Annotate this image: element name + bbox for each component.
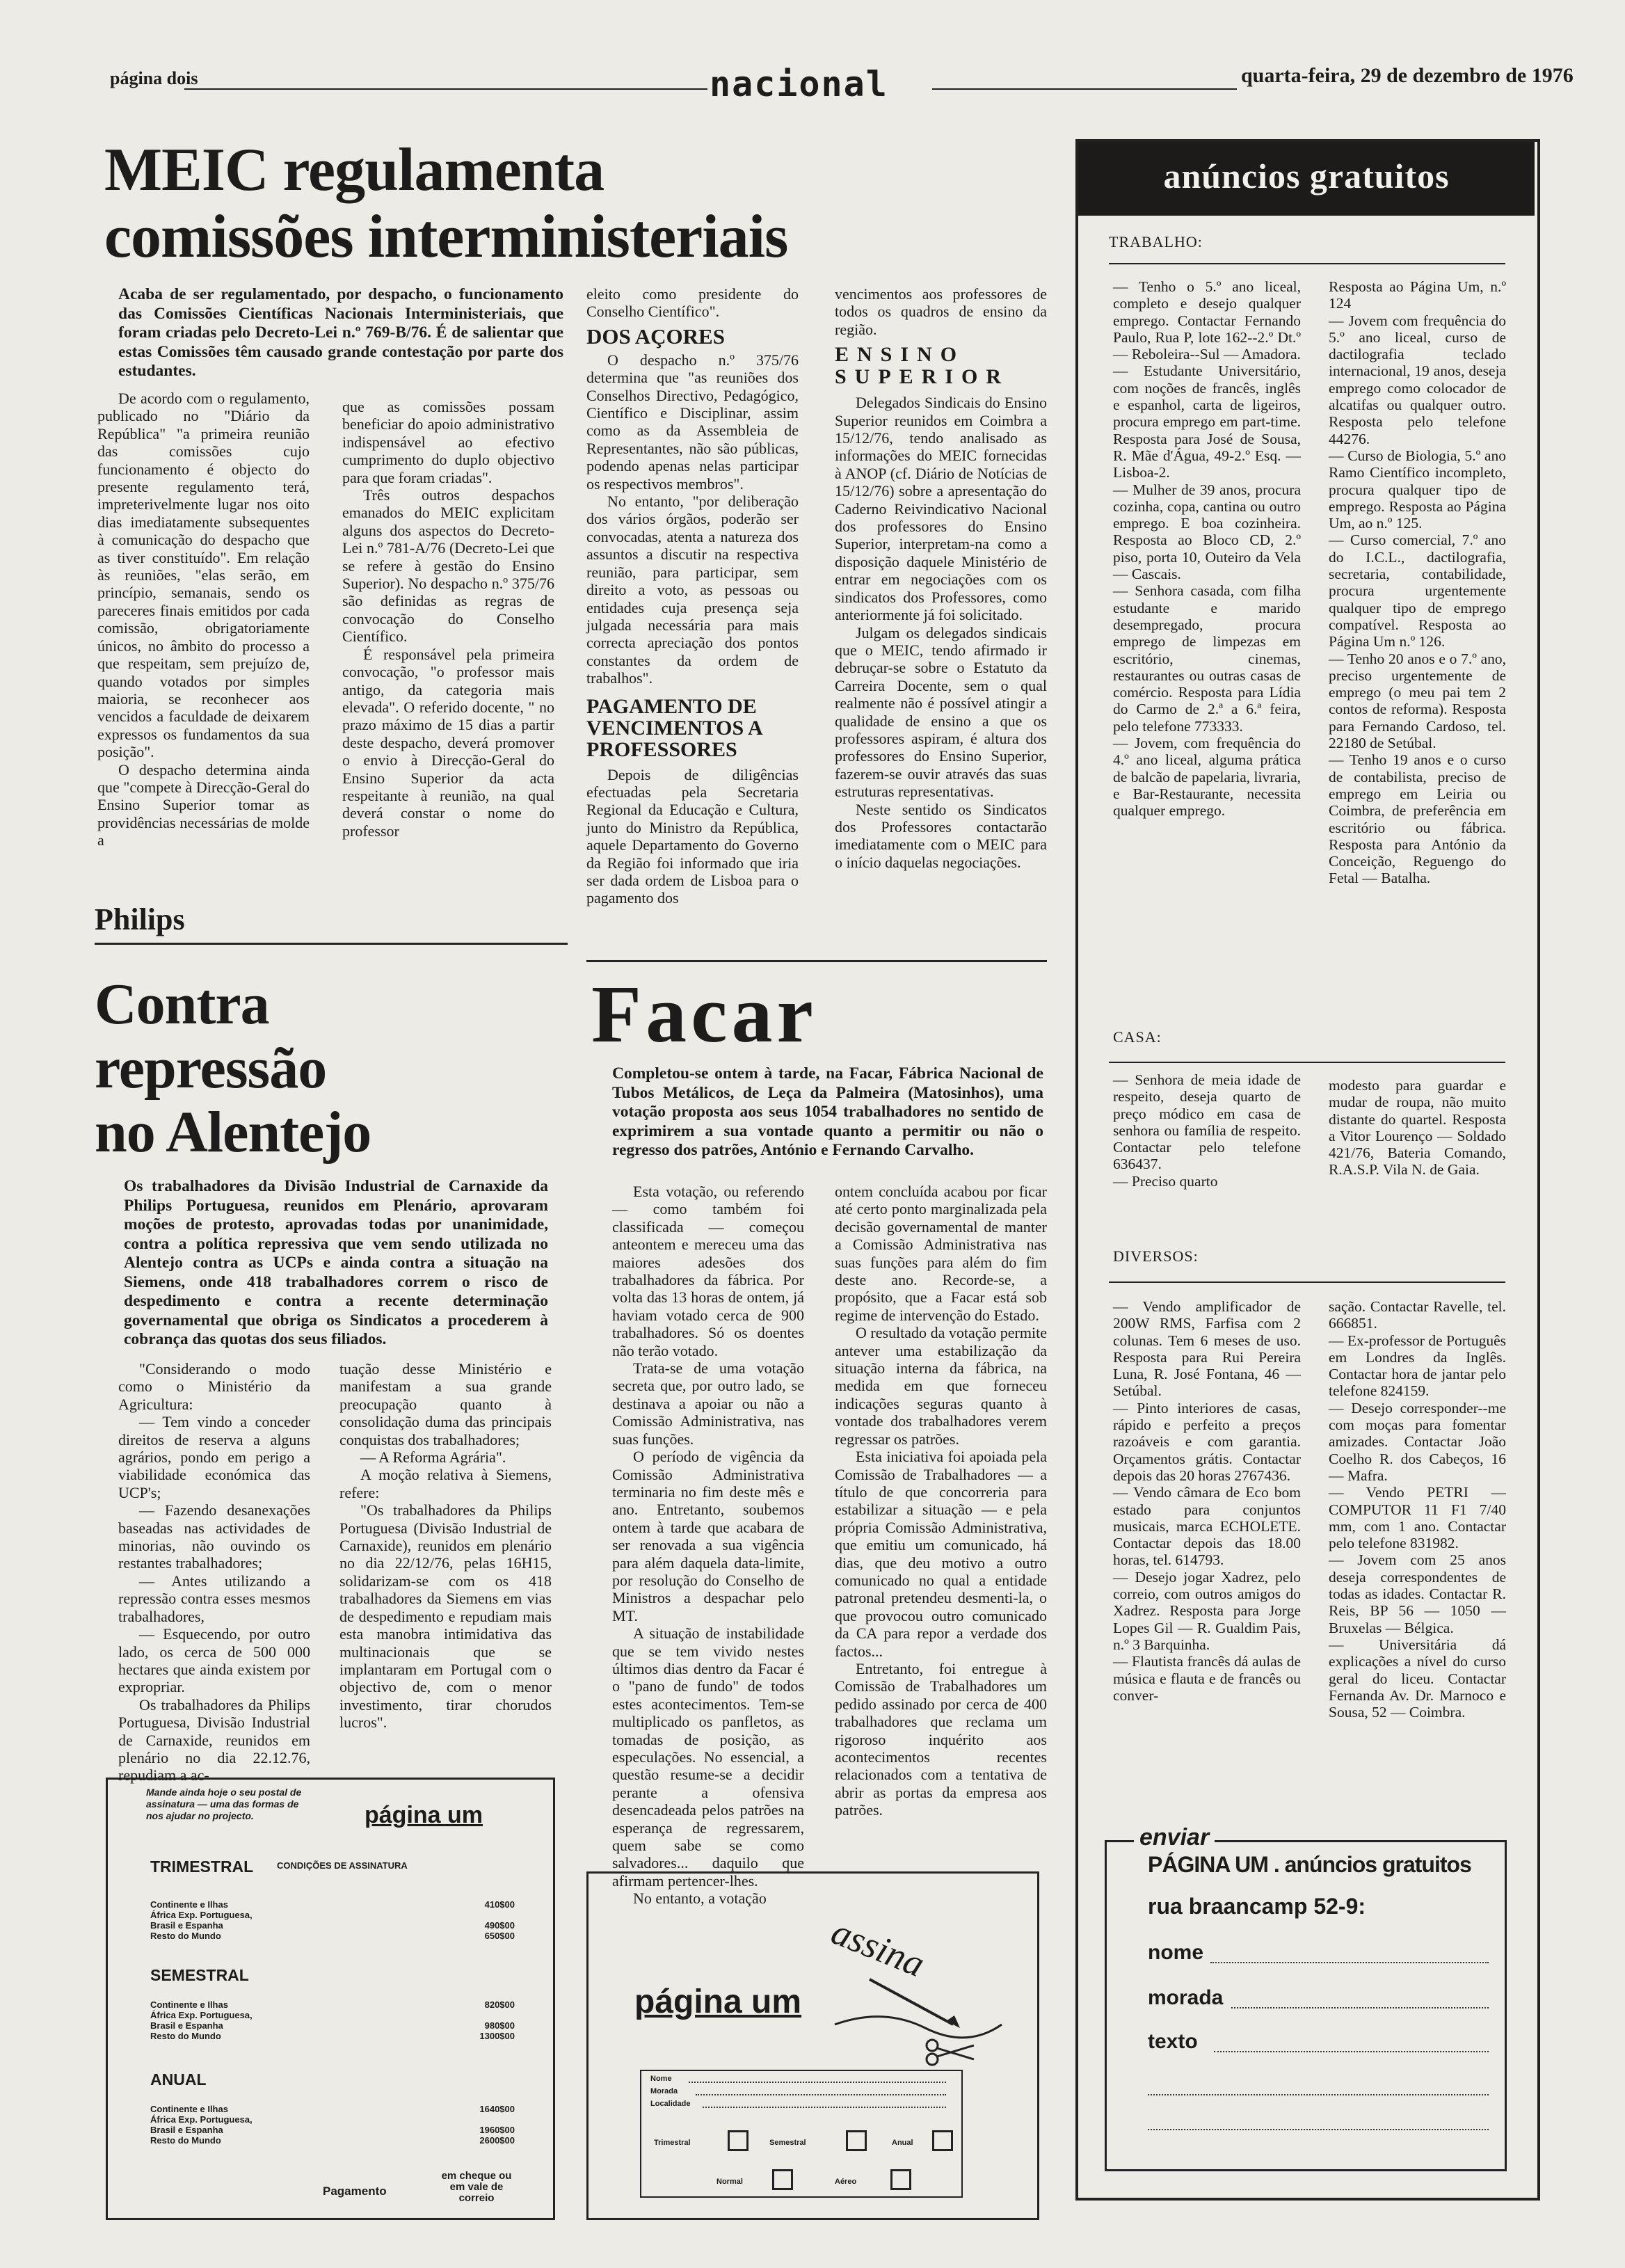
meic-col4a-text: vencimentos aos professores de todos os quadros de ensino da região.: [835, 285, 1047, 338]
coupon-normal-label: Normal: [717, 2178, 743, 2186]
meic-col2b-text: Três outros despachos emanados do MEIC explicitam alguns dos aspectos do Decreto-Lei n.º 781-A/76 (Decreto-Lei que se refere à gestão do Ensino Superior). No despacho n.º 375/76 são definidas as regras de convocação do Conselho Científico.: [342, 486, 554, 646]
div-ad-11: — Universitária dá explicações a nível do curso geral do liceu. Contactar Fernanda Av. Dr. Marnoco e Sousa, 52 — Coimbra.: [1329, 1636, 1506, 1721]
meic-col-3: [586, 285, 799, 907]
section-trabalho: TRABALHO:: [1109, 233, 1203, 250]
subhead-dos-acores: DOS AÇORES: [586, 324, 725, 349]
anu-dest-2: África Exp. Portuguesa,: [150, 2114, 253, 2125]
philips-headline-1: Contra: [95, 972, 269, 1037]
coupon-aereo-label: Aéreo: [835, 2178, 857, 2186]
tri-dest-1: Continente e Ilhas: [150, 1899, 228, 1910]
form-address: rua braancamp 52-9:: [1148, 1894, 1366, 1919]
div-ad-9: — Vendo PETRI — COMPUTOR 11 F1 7/40 mm, com 1 ano. Contactar pelo telefone 831982.: [1329, 1484, 1506, 1552]
facar-col1d: A situação de instabilidade que se tem vivido nestes últimos dias dentro da Facar é o "pano de fundo" de todos estes acontecimentos. Tem-se multiplicado os panfletos, as tomadas de posição, as especulações. No essencial, a questão resume-se a decidir perante a ofensiva desencadeada pelos patrões na esperança de regressarem, quem sabe se como salvadores... daquilo que afirmam pertencer-lhes.: [612, 1624, 804, 1890]
meic-headline-1: MEIC regulamenta: [104, 136, 605, 204]
diversos-rule: [1109, 1281, 1505, 1283]
subscription-logo: página um: [365, 1802, 483, 1828]
casa-ad-2: — Preciso quarto: [1113, 1172, 1218, 1190]
meic-col4d-text: Neste sentido os Sindicatos dos Professores contactarão imediatamente com o MEIC para o início daquelas negociações.: [835, 800, 1047, 871]
subhead-pagamento: PAGAMENTO DE VENCIMENTOS A PROFESSORES: [586, 694, 762, 761]
facar-col2d: Entretanto, foi entregue à Comissão de Trabalhadores um pedido assinado por cerca de 400 trabalhadores que reclama um rigoroso inquérito aos acontecimentos recentes relacionados com a tentativa de abrir as portas da empresa aos patrões.: [835, 1659, 1047, 1819]
meic-col2-text: que as comissões possam beneficiar do apoio administrativo indispensável ao efectivo cumprimento do duplo objectivo para que foram criadas".: [342, 398, 554, 486]
facar-col2c: Esta iniciativa foi apoiada pela Comissão de Trabalhadores — a título de que concorreria para estabilizar a situação — e pela própria Comissão Administrativa, que emitiu um comunicado, há dias, que deu motivo a outro comunicado no qual a entidade patronal pretendeu desmenti-la, o que provocou outro comunicado da CA para repor a verdade dos factos...: [835, 1448, 1047, 1660]
coupon-semestral-checkbox[interactable]: [846, 2130, 867, 2151]
subscription-note: Mande ainda hoje o seu postal de assinatura — uma das formas de nos ajudar no projecto.: [146, 1787, 302, 1821]
meic-headline-2: comissões interministeriais: [104, 203, 788, 271]
tri-price-1: 410$00: [484, 1899, 515, 1910]
trab-ad-8: — Curso de Biologia, 5.º ano Ramo Científico incompleto, procura qualquer tipo de emprego. Resposta ao Página Um, ao n.º 125.: [1329, 447, 1506, 532]
coupon-anual-label: Anual: [892, 2139, 913, 2147]
trab-ad-10: — Tenho 20 anos e o 7.º ano, preciso urgentemente de emprego (o meu pai tem 2 contos de reforma). Resposta para Fernando Cardoso, tel. 22180 de Setúbal.: [1329, 650, 1506, 752]
facar-col2b: O resultado da votação permite antever uma estabilização da situação interna da fábrica, na medida em que forneceu indicações seguras quanto à vontade dos trabalhadores verem regressar os patrões.: [835, 1324, 1047, 1448]
coupon-anual-checkbox[interactable]: [932, 2130, 953, 2151]
coupon-morada-label: Morada: [650, 2087, 678, 2095]
meic-col4b-text: Delegados Sindicais do Ensino Superior reunidos em Coimbra a 15/12/76, tendo analisado as informações do MEIC fornecidas à ANOP (cf. Diário de Notícias de 15/12/76) sobre a apresentação do Caderno Reivindicativo Nacional dos professores do Ensino Superior, interpretam-na como a disposição daquele Ministério de entrar em negociações com os sindicatos dos Professores, como anteriormente já foi solicitado.: [835, 394, 1047, 624]
section-diversos: DIVERSOS:: [1113, 1247, 1199, 1265]
coupon-nome-line[interactable]: [689, 2082, 946, 2083]
assina-coupon: [640, 2070, 963, 2198]
tri-dest-4: Resto do Mundo: [150, 1931, 221, 1941]
philips-col2a: tuação desse Ministério e manifestam a sua grande preocupação quanto à consolidação duma das principais conquistas dos trabalhadores;: [339, 1360, 552, 1448]
meic-col-1: [97, 390, 310, 849]
section-casa: CASA:: [1113, 1028, 1162, 1046]
div-ad-8: — Desejo corresponder--me com moças para fomentar amizades. Contactar João Coelho R. dos Cabeços, 16 — Mafra.: [1329, 1399, 1506, 1484]
philips-headline-2: repressão: [95, 1036, 327, 1101]
facar-col1c: O período de vigência da Comissão Administrativa terminaria no fim deste mês e ano. Entretanto, soubemos ontem à tarde que acabara de ser renovada a sua vigência para além daquela data-limite, por resolução do Conselho de Ministros a despachar pelo MT.: [612, 1448, 804, 1624]
header-rule-right: [932, 88, 1237, 90]
div-ad-2: — Pinto interiores de casas, rápido e perfeito a preços razoáveis e com garantia. Orçamentos grátis. Contactar depois das 20 horas 2767436.: [1113, 1399, 1301, 1484]
assina-script: assina: [826, 1910, 931, 1986]
form-enviar: enviar: [1134, 1824, 1215, 1851]
div-ad-7: — Ex-professor de Português em Londres da Inglês. Contactar hora de jantar pelo telefone 824159.: [1329, 1332, 1506, 1400]
tri-prices: [473, 1899, 515, 1941]
form-texto-line-2[interactable]: [1148, 2094, 1489, 2095]
div-ad-6: sação. Contactar Ravelle, tel. 666851.: [1329, 1298, 1506, 1332]
tri-dest-3: Brasil e Espanha: [150, 1920, 223, 1931]
anu-price-1: 1640$00: [479, 2104, 515, 2114]
form-texto-label: texto: [1148, 2030, 1198, 2053]
page-label: página dois: [110, 68, 198, 88]
sub-conditions: CONDIÇÕES DE ASSINATURA: [277, 1860, 408, 1871]
facar-headline: Facar: [591, 968, 817, 1060]
div-ad-5: — Flautista francês dá aulas de música e flauta e de francês ou conver-: [1113, 1653, 1301, 1704]
tri-destinations: [150, 1899, 253, 1941]
philips-col1d: — Antes utilizando a repressão contra esses mesmos trabalhadores,: [118, 1572, 310, 1625]
sem-prices: [473, 1999, 515, 2041]
meic-col3b-text: O despacho n.º 375/76 determina que "as reuniões dos Conselhos Directivo, Pedagógico, Científico e Disciplinar, assim como as da Assembleia de Representantes, não são públicas, podendo apenas nelas participar os respectivos membros".: [586, 351, 799, 493]
issue-date: quarta-feira, 29 de dezembro de 1976: [1241, 64, 1574, 87]
trab-ad-1: — Tenho o 5.º ano liceal, completo e desejo qualquer emprego. Contactar Fernando Paulo, Rua P, lote 162--2.º Dt.º — Reboleira--Sul — Amadora.: [1113, 278, 1301, 363]
subhead-ensino-superior: ENSINO SUPERIOR: [835, 343, 1010, 389]
scissors-icon: [925, 2038, 981, 2066]
trab-ad-11: — Tenho 19 anos e o curso de contabilista, preciso de emprego em Leiria ou Coimbra, de preferência em escritório ou fábrica. Resposta para António da Conceição, Reguengo do Fetal — Batalha.: [1329, 751, 1506, 887]
tri-price-3: 650$00: [484, 1931, 515, 1941]
sub-semestral: SEMESTRAL: [150, 1966, 249, 1984]
coupon-trimestral-label: Trimestral: [654, 2139, 691, 2147]
facar-col1b: Trata-se de uma votação secreta que, por outro lado, se destinava a apoiar ou não a Comissão Administrativa, nas suas funções.: [612, 1359, 804, 1448]
sem-dest-3: Brasil e Espanha: [150, 2020, 223, 2031]
sub-payment: Pagamento: [323, 2185, 387, 2198]
meic-col4c-text: Julgam os delegados sindicais que o MEIC, tendo afirmado ir debruçar-se sobre o Estatuto da Carreira Docente, sem o qual realmente não é possível atingir a qualidade de ensino a que os professores aspiram, é altura dos professores do Ensino Superior, fazerem-se ouvir através das suas estruturas representativas.: [835, 623, 1047, 801]
casa-rule: [1109, 1062, 1505, 1063]
coupon-trimestral-checkbox[interactable]: [728, 2130, 749, 2151]
meic-col-4: [835, 285, 1047, 871]
trab-ad-3: — Mulher de 39 anos, procura cozinha, copa, cantina ou outro emprego. E boa cozinheira. Resposta ao Bloco CD, 2.º piso, porta 10, Outeiro da Vela — Cascais.: [1113, 481, 1301, 583]
form-texto-line[interactable]: [1214, 2051, 1489, 2052]
trab-ad-5: — Jovem, com frequência do 4.º ano liceal, alguma prática de balcão de papelaria, livraria, e Bar-Restaurante, necessita qualquer emprego.: [1113, 735, 1301, 820]
div-ad-4: — Desejo jogar Xadrez, pelo correio, com outros amigos do Xadrez. Resposta para Jorge Lopes Gil — R. Gualdim Pais, n.º 3 Barquinha.: [1113, 1568, 1301, 1653]
casa-col-1: [1113, 1071, 1301, 1190]
tri-price-2: 490$00: [484, 1920, 515, 1931]
form-morada-line[interactable]: [1231, 2007, 1489, 2009]
anu-price-3: 2600$00: [479, 2135, 515, 2146]
casa-ad-1: — Senhora de meia idade de respeito, deseja quarto de preço módico em casa de senhora ou família de respeito. Contactar pelo telefone 636437.: [1113, 1071, 1301, 1173]
assina-logo: página um: [634, 1983, 802, 2020]
trabalho-col-2: [1329, 278, 1506, 887]
philips-col1c: — Fazendo desanexações baseadas nas actividades de minorias, não ouvindo os restantes trabalhadores;: [118, 1501, 310, 1572]
meic-col3a-text: eleito como presidente do Conselho Científico".: [586, 285, 799, 321]
anu-price-2: 1960$00: [479, 2125, 515, 2135]
philips-col-1: [118, 1360, 310, 1784]
casa-ad-2-cont: modesto para guardar e mudar de roupa, não muito distante do quartel. Resposta a Vitor Lourenço — Soldado 421/76, Bateria Comando, R.A.S.P. Vila N. de Gaia.: [1329, 1077, 1506, 1179]
philips-lead: Os trabalhadores da Divisão Industrial de Carnaxide da Philips Portuguesa, reunidos em Plenário, aprovaram moções de protesto, aprovadas todas por unanimidade, contra a política repressiva que vem sendo utilizada no Alentejo contra as UCPs e ainda contra a situação na Siemens, onde 418 trabalhadores correm o risco de despedimento e contra a recente determinação governamental que obriga os Sindicatos a procederem à cobrança das quotas dos seus filiados.: [124, 1177, 548, 1348]
form-nome-label: nome: [1148, 1941, 1204, 1964]
trab-ad-4: — Senhora casada, com filha estudante e marido desempregado, procura emprego de limpezas em escritório, cinemas, restaurantes ou outras casas de comércio. Resposta para Lídia do Carmo de 2.ª a 6.ª feira, pelo telefone 773333.: [1113, 582, 1301, 735]
trab-ad-7: — Jovem com frequência do 5.º ano liceal, curso de dactilografia teclado internacional, 19 anos, deseja emprego como colocador de alcatifas ou qualquer outro. Resposta pelo telefone 44276.: [1329, 312, 1506, 447]
meic-col3d-text: Depois de diligências efectuadas pela Secretaria Regional da Educação e Cultura, junto do Ministro da República, aquele Departamento do Governo da Região foi informado que iria ser dada ordem de Lisboa para o pagamento dos: [586, 765, 799, 907]
sub-payment-options: em cheque ou em vale de correio: [441, 2170, 512, 2204]
sem-dest-1: Continente e Ilhas: [150, 1999, 228, 2010]
philips-col1a: "Considerando o modo como o Ministério da Agricultura:: [118, 1360, 310, 1413]
coupon-localidade-line[interactable]: [703, 2107, 946, 2108]
philips-col2c: A moção relativa à Siemens, refere:: [339, 1466, 552, 1501]
philips-col2b: — A Reforma Agrária".: [360, 1448, 506, 1467]
meic-col2c-text: É responsável pela primeira convocação, "o professor mais antigo, da categoria mais elevada". O referido docente, " no prazo máximo de 15 dias a partir deste despacho, deverá promover o envio à Direcção-Geral do Ensino Superior da acta respeitante à reunião, na qual deverá constar o nome do professor: [342, 645, 554, 840]
pen-icon: [828, 1958, 1009, 2049]
coupon-nome-label: Nome: [650, 2075, 672, 2083]
anu-dest-3: Brasil e Espanha: [150, 2125, 223, 2135]
div-ad-1: — Vendo amplificador de 200W RMS, Farfisa com 2 colunas. Tem 6 meses de uso. Resposta para Rui Pereira Luna, R. José Fontana, 46 — Setúbal.: [1113, 1298, 1301, 1400]
trab-ad-9: — Curso comercial, 7.º ano do I.C.L., dactilografia, secretaria, contabilidade, procura urgentemente qualquer tipo de emprego compatível. Resposta ao Página Um n.º 126.: [1329, 532, 1506, 650]
meic-col1b-text: O despacho determina ainda que "compete à Direcção-Geral do Ensino Superior tomar as providências necessárias de molde a: [97, 760, 310, 849]
philips-tag: Philips: [95, 902, 185, 936]
tri-dest-2: África Exp. Portuguesa,: [150, 1910, 253, 1920]
facar-col-1: [612, 1183, 804, 1908]
form-texto-line-3[interactable]: [1148, 2129, 1489, 2130]
subscription-box: [106, 1778, 555, 2220]
anu-prices: [473, 2104, 515, 2146]
facar-col1a: Esta votação, ou referendo — como também foi classificada — começou anteontem e mereceu uma das maiores adesões dos trabalhadores da fábrica. Por volta das 13 horas de ontem, já haviam votado cerca de 900 trabalhadores. Só os doentes não terão votado.: [612, 1183, 804, 1359]
anu-dest-1: Continente e Ilhas: [150, 2104, 228, 2114]
div-ad-3: — Vendo câmara de Eco bom estado para conjuntos musicais, marca ECHOLETE. Contactar depois das 18.00 horas, tel. 614793.: [1113, 1484, 1301, 1569]
meic-lead: Acaba de ser regulamentado, por despacho, o funcionamento das Comissões Científicas Nacionais Interministeriais, que foram criadas pelo Decreto-Lei n.º 769-B/76. É de salientar que estas Comissões têm causado grande contestação por parte dos estudantes.: [118, 285, 563, 380]
sem-price-1: 820$00: [484, 1999, 515, 2010]
form-morada-label: morada: [1148, 1986, 1224, 2009]
sem-dest-4: Resto do Mundo: [150, 2031, 221, 2041]
facar-col1e: No entanto, a votação: [633, 1890, 767, 1908]
trab-ad-6: Resposta ao Página Um, n.º 124: [1329, 278, 1506, 312]
trabalho-col-1: [1113, 278, 1301, 820]
casa-col-2: [1329, 1077, 1506, 1179]
philips-col1b: — Tem vindo a conceder direitos de reserva a alguns agrários, pondo em perigo a viabilidade económica das UCP's;: [118, 1413, 310, 1501]
facar-lead: Completou-se ontem à tarde, na Facar, Fábrica Nacional de Tubos Metálicos, de Leça da Palmeira (Matosinhos), uma votação proposta aos seus 1054 trabalhadores no sentido de exprimirem a sua vontade quanto a permitir ou não o regresso dos patrões, António e Fernando Carvalho.: [612, 1064, 1043, 1159]
coupon-semestral-label: Semestral: [769, 2139, 806, 2147]
coupon-localidade-label: Localidade: [650, 2100, 691, 2108]
diversos-col-2: [1329, 1298, 1506, 1720]
philips-tag-rule: [95, 943, 568, 945]
philips-col2d: "Os trabalhadores da Philips Portuguesa (Divisão Industrial de Carnaxide), reunidos em plenário no dia 22/12/76, pelas 16H15, solidarizam-se com os 418 trabalhadores da Siemens em vias de despedimento e repudiam mais esta manobra intimidativa das multinacionais que se implantaram em Portugal com o objectivo de, com o menor investimento, tirar chorudos lucros".: [339, 1501, 552, 1732]
coupon-normal-checkbox[interactable]: [772, 2169, 793, 2190]
meic-col3c-text: No entanto, "por deliberação dos vários órgãos, poderão ser convocadas, atenta a natureza dos assuntos a discutir na respectiva reunião, para participar, sem direito a voto, as pessoas ou entidades cuja presença seja julgada necessária para mais correcta apreciação dos pontos constantes da ordem de trabalhos".: [586, 493, 799, 687]
philips-col-2: [339, 1360, 552, 1732]
classifieds-title: anúncios gratuitos: [1163, 157, 1450, 195]
div-ad-10: — Jovem com 25 anos deseja correspondentes de todas as idades. Contactar R. Reis, BP 56 — 1050 — Bruxelas — Bélgica.: [1329, 1551, 1506, 1636]
trabalho-rule: [1109, 263, 1505, 264]
meic-col1-text: De acordo com o regulamento, publicado no "Diário da República" "a primeira reunião das comissões cujo funcionamento é objecto do presente regulamento terá, impreterivelmente lugar nos oito dias imediatamente subsequentes à comunicação do despacho que as tiver constituído". Em relação às reuniões, "elas serão, em princípio, semanais, sendo os pareceres finais emitidos por cada comissão, obrigatoriamente únicos, no âmbito do processo a que respeitam, sem prejuízo de, quando votados por simples maioria, se reconhecer aos vencidos a faculdade de deixarem expressos os fundamentos da sua posição".: [97, 390, 310, 761]
coupon-aereo-checkbox[interactable]: [890, 2169, 911, 2190]
facar-top-rule: [586, 960, 1047, 962]
facar-col-2: [835, 1183, 1047, 1819]
header-rule-left: [184, 88, 707, 90]
form-title: PÁGINA UM . anúncios gratuitos: [1148, 1852, 1471, 1877]
sem-dest-2: África Exp. Portuguesa,: [150, 2010, 253, 2020]
philips-col1e: — Esquecendo, por outro lado, os cerca de 500 000 hectares que ainda existem por expropriar.: [118, 1625, 310, 1696]
philips-headline-3: no Alentejo: [95, 1100, 371, 1165]
trab-ad-2: — Estudante Universitário, com noções de francês, inglês e espanhol, carta de ligeiros, procura emprego em part-time. Resposta para José de Sousa, R. Mãe d'Água, 49-2.º Esq. — Lisboa-2.: [1113, 362, 1301, 481]
diversos-col-1: [1113, 1298, 1301, 1704]
sub-anual: ANUAL: [150, 2070, 207, 2089]
sem-price-3: 1300$00: [479, 2031, 515, 2041]
section-title: nacional: [710, 64, 888, 104]
anu-dest-4: Resto do Mundo: [150, 2135, 221, 2146]
sem-destinations: [150, 1999, 253, 2041]
coupon-morada-line[interactable]: [696, 2094, 946, 2095]
philips-col1f: Os trabalhadores da Philips Portuguesa, Divisão Industrial de Carnaxide, reunidos em plenário no dia 22.12.76, repudiam a ac-: [118, 1695, 310, 1784]
facar-col2a: ontem concluída acabou por ficar até certo ponto marginalizada pela decisão governamental de manter a Comissão Administrativa nas suas funções para além do fim deste ano. Recorde-se, a propósito, que a Facar está sob regime de intervenção do Estado.: [835, 1183, 1047, 1324]
meic-col-2: [342, 398, 554, 840]
anu-destinations: [150, 2104, 253, 2146]
form-nome-line[interactable]: [1210, 1962, 1489, 1963]
sem-price-2: 980$00: [484, 2020, 515, 2031]
sub-trimestral: TRIMESTRAL: [150, 1858, 254, 1876]
